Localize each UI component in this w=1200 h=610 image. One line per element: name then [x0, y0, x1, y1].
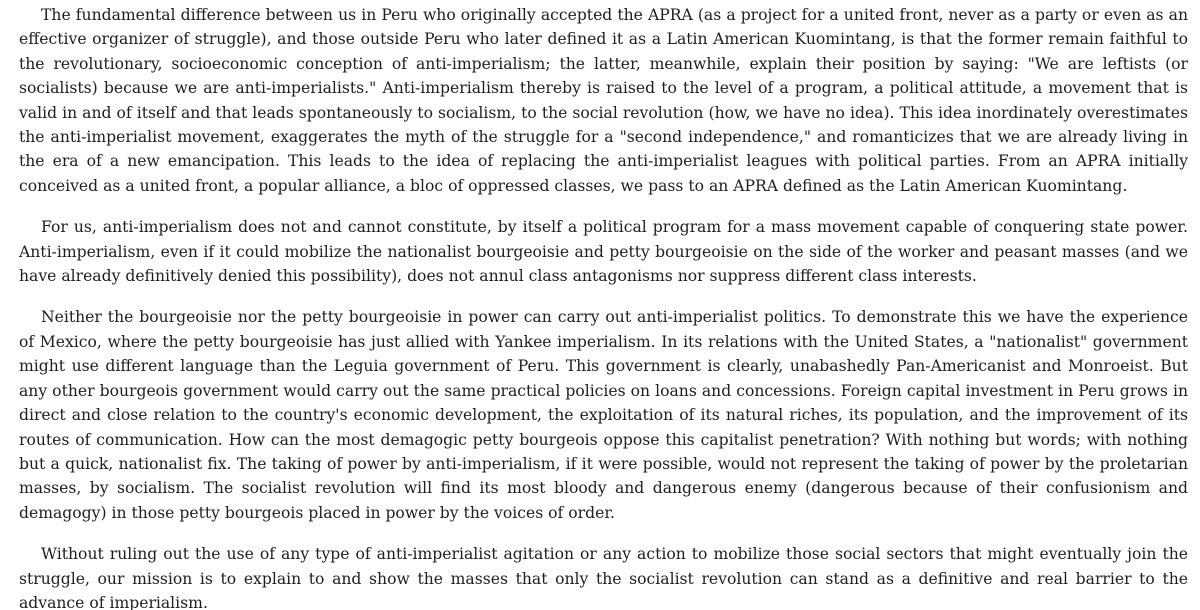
paragraph-apra-difference: The fundamental difference between us in Peru who originally accepted the APRA (as a project for a united front, never as a party or even as an effective organizer of struggle), and those outside Peru who later defined it as a Latin American Kuomintang, is that the former remain faithful to the revolutionary, socioeconomic conception of anti-imperialism; the latter, meanwhile, explain their position by saying: "We are leftists (or socialists) because we are anti-imperialists." Anti-imperialism thereby is raised to the level of a program, a political attitude, a movement that is valid in and of itself and that leads spontaneously to socialism, to the social revolution (how, we have no idea). This idea inordinately overestimates the anti-imperialist movement, exaggerates the myth of the struggle for a "second independence," and romanticizes that we are already living in the era of a new emancipation. This leads to the idea of replacing the anti-imperialist leagues with political parties. From an APRA initially conceived as a united front, a popular alliance, a bloc of oppressed classes, we pass to an APRA defined as the Latin American Kuomintang.: [19, 6, 1188, 195]
paragraph-bourgeoisie-in-power: Neither the bourgeoisie nor the petty bourgeoisie in power can carry out anti-imperialist politics. To demonstrate this we have the experience of Mexico, where the petty bourgeoisie has just allied with Yankee imperialism. In its relations with the United States, a "nationalist" government might use different language than the Leguia government of Peru. This government is clearly, unabashedly Pan-Americanist and Monroeist. But any other bourgeois government would carry out the same practical policies on loans and concessions. Foreign capital investment in Peru grows in direct and close relation to the country's economic development, the exploitation of its natural riches, its population, and the improvement of its routes of communication. How can the most demagogic petty bourgeois oppose this capitalist penetration? With nothing but words; with nothing but a quick, nationalist fix. The taking of power by anti-imperialism, if it were possible, would not represent the taking of power by the proletarian masses, by socialism. The socialist revolution will find its most bloody and dangerous enemy (dangerous because of their confusionism and demagogy) in those petty bourgeois placed in power by the voices of order.: [19, 308, 1188, 522]
paragraph-socialist-mission: Without ruling out the use of any type of anti-imperialist agitation or any action to mobilize those social sectors that might eventually join the struggle, our mission is to explain to and show the masses that only the socialist revolution can stand as a definitive and real barrier to the advance of imperialism.: [19, 545, 1188, 610]
paragraph-anti-imperialism-program: For us, anti-imperialism does not and cannot constitute, by itself a political program for a mass movement capable of conquering state power. Anti-imperialism, even if it could mobilize the nationalist bourgeoisie and petty bourgeoisie on the side of the worker and peasant masses (and we have already definitively denied this possibility), does not annul class antagonisms nor suppress different class interests.: [19, 218, 1188, 286]
